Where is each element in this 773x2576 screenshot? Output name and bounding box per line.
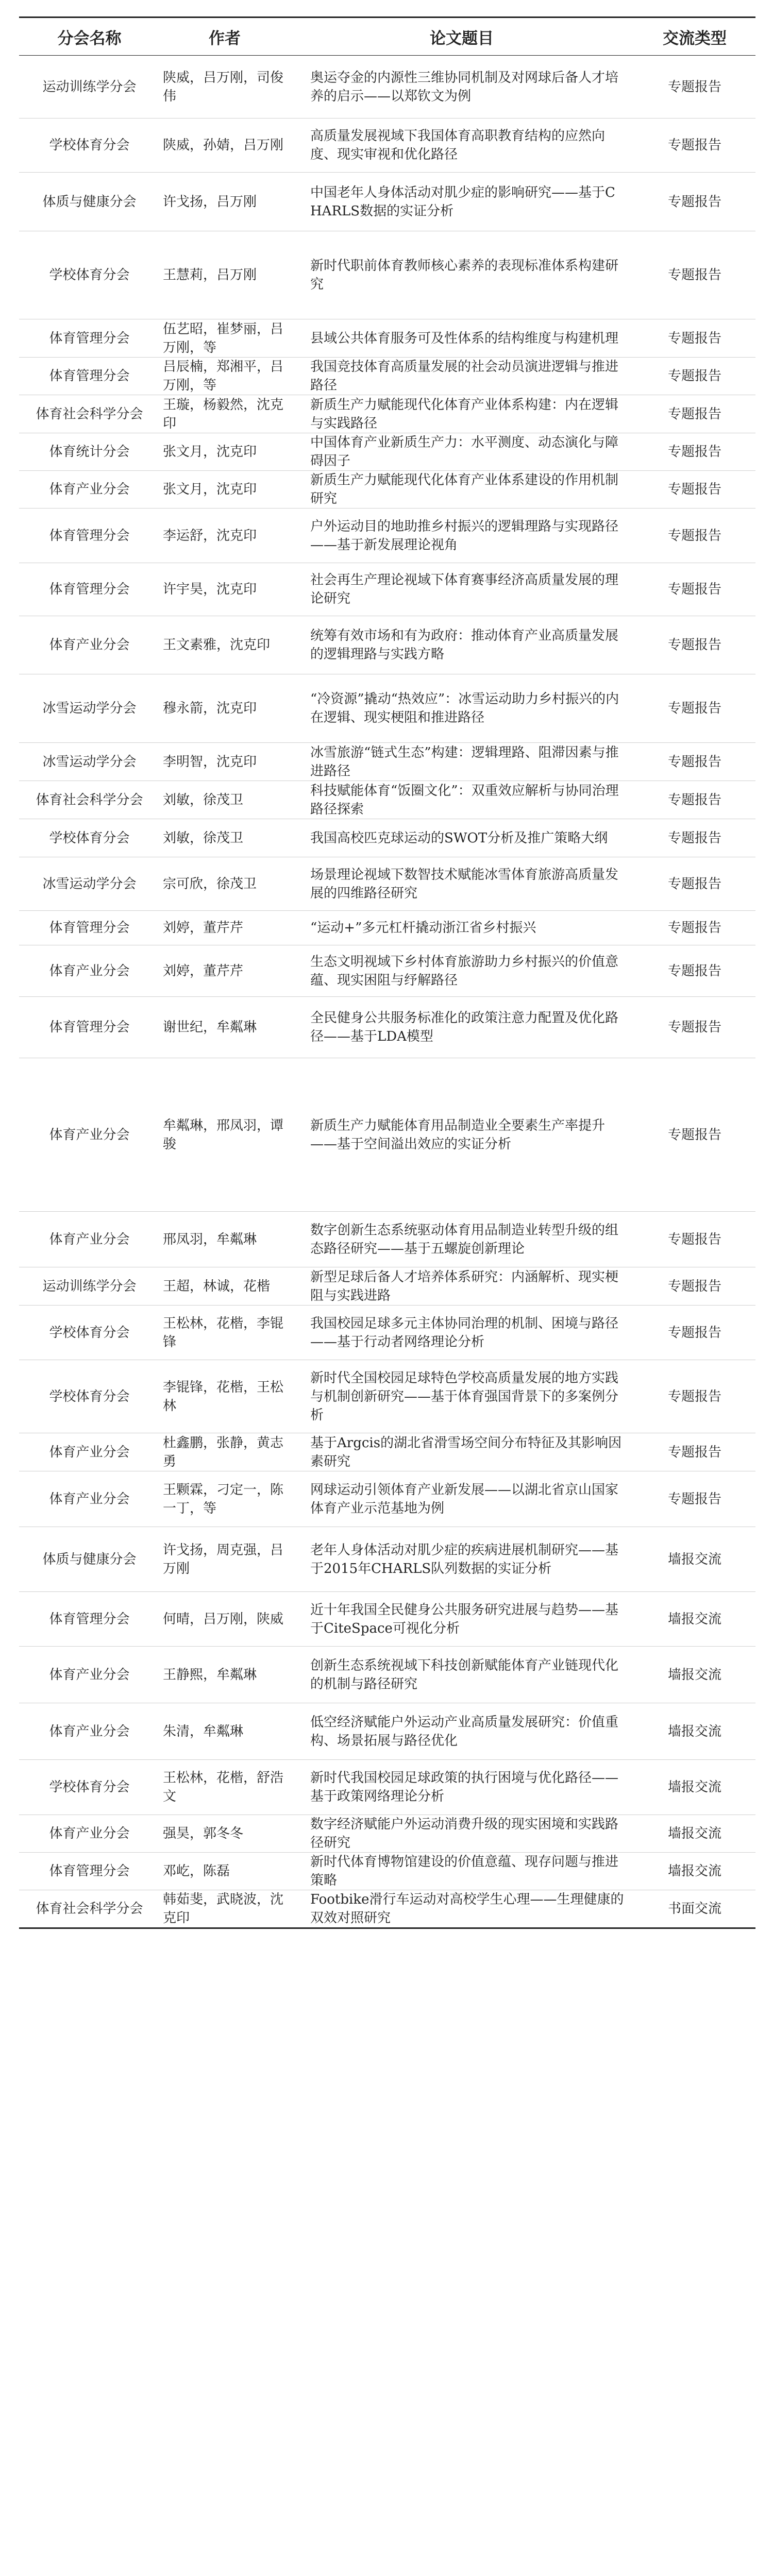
table-row — [19, 433, 755, 471]
table-row — [19, 1527, 755, 1592]
cell-authors: 邓屹，陈磊 — [163, 1863, 230, 1879]
cell-type: 专题报告 — [667, 444, 721, 460]
cell-type: 墙报交流 — [667, 1551, 721, 1567]
cell-branch: 体育产业分会 — [49, 1826, 130, 1841]
cell-title: 老年人身体活动对肌少症的疾病进展机制研究——基于2015年CHARLS队列数据的实证分析 — [310, 1542, 619, 1577]
table-row — [19, 1815, 755, 1853]
cell-type: 专题报告 — [667, 1231, 721, 1247]
cell-type: 专题报告 — [667, 330, 721, 346]
table-row — [19, 231, 755, 319]
cell-type: 专题报告 — [667, 1388, 721, 1404]
cell-branch: 体育产业分会 — [49, 637, 130, 653]
cell-branch: 体质与健康分会 — [42, 194, 137, 210]
table-row — [19, 743, 755, 781]
cell-authors: 张文月，沈克印 — [163, 444, 257, 460]
cell-authors: 强昊，郭冬冬 — [163, 1826, 244, 1841]
cell-title: 低空经济赋能户外运动产业高质量发展研究：价值重构、场景拓展与路径优化 — [310, 1714, 619, 1749]
cell-type: 专题报告 — [667, 754, 721, 770]
table-row — [19, 1471, 755, 1527]
cell-title: 中国体育产业新质生产力：水平测度、动态演化与障碍因子 — [310, 435, 619, 469]
cell-type: 专题报告 — [667, 637, 721, 653]
cell-authors: 王颗霖，刁定一，陈一丁，等 — [163, 1482, 284, 1516]
cell-branch: 体育管理分会 — [49, 1863, 130, 1879]
cell-authors: 陕威，孙婧，吕万刚 — [163, 138, 284, 153]
cell-type: 专题报告 — [667, 830, 721, 846]
cell-authors: 许宇昊，沈克印 — [163, 582, 257, 597]
cell-branch: 学校体育分会 — [49, 1325, 130, 1341]
cell-type: 墙报交流 — [667, 1826, 721, 1841]
cell-branch: 学校体育分会 — [49, 830, 130, 846]
table-row — [19, 358, 755, 395]
cell-authors: 王超，林诚，花楷 — [163, 1278, 271, 1294]
cell-type: 专题报告 — [667, 792, 721, 808]
paper-table-page — [19, 16, 755, 1929]
table-row — [19, 997, 755, 1058]
table-row — [19, 1592, 755, 1647]
cell-branch: 运动训练学分会 — [42, 79, 137, 95]
table-row — [19, 1703, 755, 1760]
cell-title: Footbike滑行车运动对高校学生心理——生理健康的双效对照研究 — [310, 1892, 624, 1926]
cell-title: “冷资源”撬动“热效应”：冰雪运动助力乡村振兴的内在逻辑、现实梗阻和推进路径 — [310, 691, 619, 725]
cell-authors: 许戈扬，周克强，吕万刚 — [163, 1542, 284, 1577]
cell-branch: 体育管理分会 — [49, 330, 130, 346]
cell-branch: 学校体育分会 — [49, 1780, 130, 1795]
cell-authors: 刘婷，董芹芹 — [163, 963, 244, 979]
cell-authors: 韩茹斐，武晓波，沈克印 — [163, 1892, 284, 1926]
cell-branch: 体育产业分会 — [49, 482, 130, 497]
table-row — [19, 319, 755, 358]
table-row — [19, 118, 755, 173]
cell-branch: 体育产业分会 — [49, 1723, 130, 1739]
table-row — [19, 1267, 755, 1306]
cell-branch: 体育产业分会 — [49, 1667, 130, 1683]
cell-authors: 谢世纪，牟粼琳 — [163, 1020, 257, 1035]
header-type: 交流类型 — [663, 29, 727, 48]
cell-branch: 体育管理分会 — [49, 1611, 130, 1627]
cell-title: 科技赋能体育“饭圈文化”：双重效应解析与协同治理路径探索 — [310, 783, 619, 817]
cell-branch: 体育产业分会 — [49, 1491, 130, 1507]
cell-authors: 杜鑫鹏，张静，黄志勇 — [163, 1435, 284, 1469]
cell-type: 墙报交流 — [667, 1780, 721, 1795]
cell-branch: 体育统计分会 — [49, 444, 130, 460]
cell-branch: 冰雪运动学分会 — [42, 876, 137, 892]
cell-type: 专题报告 — [667, 138, 721, 153]
table-row — [19, 1360, 755, 1433]
cell-authors: 刘敏，徐茂卫 — [163, 792, 244, 808]
table-row — [19, 911, 755, 945]
header-author: 作者 — [209, 29, 241, 48]
cell-authors: 邢凤羽，牟粼琳 — [163, 1231, 257, 1247]
cell-type: 墙报交流 — [667, 1723, 721, 1739]
cell-branch: 体育管理分会 — [49, 920, 130, 936]
cell-authors: 王慧莉，吕万刚 — [163, 267, 257, 283]
header-branch: 分会名称 — [57, 29, 122, 48]
cell-authors: 王松林，花楷，舒浩文 — [163, 1770, 284, 1804]
cell-type: 专题报告 — [667, 194, 721, 210]
table-row — [19, 945, 755, 997]
cell-title: 近十年我国全民健身公共服务研究进展与趋势——基于CiteSpace可视化分析 — [310, 1602, 619, 1636]
table-row — [19, 781, 755, 819]
cell-type: 专题报告 — [667, 267, 721, 283]
cell-title: 新型足球后备人才培养体系研究：内涵解析、现实梗阻与实践进路 — [310, 1269, 619, 1303]
table-row — [19, 1058, 755, 1212]
paper-list-table — [19, 16, 755, 1929]
cell-authors: 刘敏，徐茂卫 — [163, 830, 244, 846]
cell-title: 网球运动引领体育产业新发展——以湖北省京山国家体育产业示范基地为例 — [310, 1482, 619, 1516]
table-body — [19, 56, 755, 1928]
cell-authors: 朱清，牟粼琳 — [163, 1723, 244, 1739]
cell-authors: 张文月，沈克印 — [163, 482, 257, 497]
cell-branch: 运动训练学分会 — [42, 1278, 137, 1294]
cell-type: 专题报告 — [667, 482, 721, 497]
cell-type: 墙报交流 — [667, 1611, 721, 1627]
cell-authors: 刘婷，董芹芹 — [163, 920, 244, 936]
cell-title: 户外运动目的地助推乡村振兴的逻辑理路与实现路径——基于新发展理论视角 — [310, 518, 619, 553]
cell-title: 我国校园足球多元主体协同治理的机制、困境与路径——基于行动者网络理论分析 — [310, 1315, 619, 1350]
cell-type: 专题报告 — [667, 368, 721, 384]
cell-type: 专题报告 — [667, 963, 721, 979]
cell-title: 新时代职前体育教师核心素养的表现标准体系构建研究 — [310, 258, 619, 292]
cell-branch: 体育产业分会 — [49, 1231, 130, 1247]
cell-title: 新质生产力赋能体育用品制造业全要素生产率提升——基于空间溢出效应的实证分析 — [310, 1117, 606, 1152]
cell-title: 我国高校匹克球运动的SWOT分析及推广策略大纲 — [310, 830, 608, 846]
cell-type: 专题报告 — [667, 79, 721, 95]
cell-authors: 牟粼琳，邢凤羽，谭骏 — [163, 1117, 284, 1152]
cell-authors: 吕辰楠，郑湘平，吕万刚，等 — [163, 359, 284, 393]
cell-authors: 王静熙，牟粼琳 — [163, 1667, 257, 1683]
cell-type: 专题报告 — [667, 876, 721, 892]
cell-authors: 何晴，吕万刚，陕威 — [163, 1611, 284, 1627]
table-row — [19, 173, 755, 231]
cell-branch: 体育管理分会 — [49, 368, 130, 384]
cell-type: 专题报告 — [667, 701, 721, 716]
cell-branch: 体育社会科学分会 — [36, 406, 143, 422]
cell-authors: 李明智，沈克印 — [163, 754, 257, 770]
cell-branch: 体育社会科学分会 — [36, 792, 143, 808]
cell-branch: 冰雪运动学分会 — [42, 754, 137, 770]
table-row — [19, 1306, 755, 1360]
cell-type: 专题报告 — [667, 1444, 721, 1460]
cell-title: 新时代全国校园足球特色学校高质量发展的地方实践与机制创新研究——基于体育强国背景下的多案例分析 — [310, 1370, 619, 1423]
cell-title: 统筹有效市场和有为政府：推动体育产业高质量发展的逻辑理路与实践方略 — [310, 628, 619, 662]
cell-type: 墙报交流 — [667, 1863, 721, 1879]
cell-authors: 李运舒，沈克印 — [163, 528, 257, 544]
table-row — [19, 1212, 755, 1267]
cell-title: 高质量发展视域下我国体育高职教育结构的应然向度、现实审视和优化路径 — [310, 128, 606, 162]
cell-title: 新质生产力赋能现代化体育产业体系建设的作用机制研究 — [310, 472, 619, 506]
cell-type: 专题报告 — [667, 920, 721, 936]
cell-type: 专题报告 — [667, 1127, 721, 1143]
header-title: 论文题目 — [430, 29, 494, 48]
cell-title: 新质生产力赋能现代化体育产业体系构建：内在逻辑与实践路径 — [310, 397, 619, 431]
cell-branch: 体育产业分会 — [49, 1127, 130, 1143]
cell-authors: 王璇，杨毅然，沈克印 — [163, 397, 284, 431]
cell-type: 专题报告 — [667, 1278, 721, 1294]
cell-title: 数字创新生态系统驱动体育用品制造业转型升级的组态路径研究——基于五螺旋创新理论 — [310, 1222, 619, 1257]
cell-branch: 学校体育分会 — [49, 267, 130, 283]
table-row — [19, 395, 755, 433]
cell-title: 中国老年人身体活动对肌少症的影响研究——基于CHARLS数据的实证分析 — [310, 184, 615, 219]
cell-title: 场景理论视域下数智技术赋能冰雪体育旅游高质量发展的四维路径研究 — [310, 867, 619, 901]
cell-title: 奥运夺金的内源性三维协同机制及对网球后备人才培养的启示——以郑钦文为例 — [310, 70, 619, 104]
cell-branch: 冰雪运动学分会 — [42, 701, 137, 716]
cell-type: 墙报交流 — [667, 1667, 721, 1683]
table-row — [19, 56, 755, 118]
cell-type: 专题报告 — [667, 406, 721, 422]
cell-authors: 李锟锋，花楷，王松林 — [163, 1379, 284, 1414]
cell-authors: 宗可欣，徐茂卫 — [163, 876, 257, 892]
table-row — [19, 1647, 755, 1703]
cell-branch: 体育产业分会 — [49, 963, 130, 979]
cell-title: 我国竞技体育高质量发展的社会动员演进逻辑与推进路径 — [310, 359, 619, 393]
cell-type: 专题报告 — [667, 582, 721, 597]
cell-authors: 穆永箭，沈克印 — [163, 701, 257, 716]
table-row — [19, 857, 755, 911]
cell-title: 新时代我国校园足球政策的执行困境与优化路径——基于政策网络理论分析 — [310, 1770, 619, 1804]
table-row — [19, 1760, 755, 1815]
cell-type: 专题报告 — [667, 528, 721, 544]
cell-branch: 学校体育分会 — [49, 138, 130, 153]
cell-type: 书面交流 — [667, 1901, 721, 1917]
table-row — [19, 1433, 755, 1471]
cell-title: 创新生态系统视域下科技创新赋能体育产业链现代化的机制与路径研究 — [310, 1657, 619, 1692]
cell-branch: 体育管理分会 — [49, 528, 130, 544]
cell-branch: 体育管理分会 — [49, 582, 130, 597]
cell-authors: 王松林，花楷，李锟锋 — [163, 1315, 284, 1350]
cell-type: 专题报告 — [667, 1020, 721, 1035]
table-row — [19, 509, 755, 563]
table-header-row — [19, 18, 755, 56]
cell-title: 全民健身公共服务标准化的政策注意力配置及优化路径——基于LDA模型 — [310, 1010, 619, 1044]
cell-branch: 体育社会科学分会 — [36, 1901, 143, 1917]
cell-title: 基于Argcis的湖北省滑雪场空间分布特征及其影响因素研究 — [310, 1435, 622, 1469]
cell-branch: 体质与健康分会 — [42, 1551, 137, 1567]
cell-type: 专题报告 — [667, 1491, 721, 1507]
cell-title: 县域公共体育服务可及性体系的结构维度与构建机理 — [310, 330, 619, 346]
table-row — [19, 1853, 755, 1890]
cell-branch: 体育产业分会 — [49, 1444, 130, 1460]
cell-title: “运动+”多元杠杆撬动浙江省乡村振兴 — [310, 920, 536, 936]
cell-title: 数字经济赋能户外运动消费升级的现实困境和实践路径研究 — [310, 1817, 619, 1851]
cell-title: 冰雪旅游“链式生态”构建：逻辑理路、阻滞因素与推进路径 — [310, 744, 619, 779]
cell-branch: 体育管理分会 — [49, 1020, 130, 1035]
table-row — [19, 471, 755, 509]
cell-title: 新时代体育博物馆建设的价值意蕴、现存问题与推进策略 — [310, 1854, 619, 1888]
table-row — [19, 1890, 755, 1928]
cell-authors: 伍艺昭，崔梦丽，吕万刚，等 — [163, 321, 284, 355]
cell-authors: 许戈扬，吕万刚 — [163, 194, 257, 210]
table-row — [19, 674, 755, 743]
table-row — [19, 563, 755, 616]
cell-authors: 王文素雅，沈克印 — [163, 637, 271, 653]
cell-branch: 学校体育分会 — [49, 1388, 130, 1404]
cell-title: 社会再生产理论视域下体育赛事经济高质量发展的理论研究 — [310, 572, 619, 606]
cell-authors: 陕威，吕万刚，司俊伟 — [163, 70, 284, 104]
cell-type: 专题报告 — [667, 1325, 721, 1341]
table-row — [19, 616, 755, 674]
table-row — [19, 819, 755, 857]
cell-title: 生态文明视域下乡村体育旅游助力乡村振兴的价值意蕴、现实困阻与纾解路径 — [310, 954, 619, 988]
